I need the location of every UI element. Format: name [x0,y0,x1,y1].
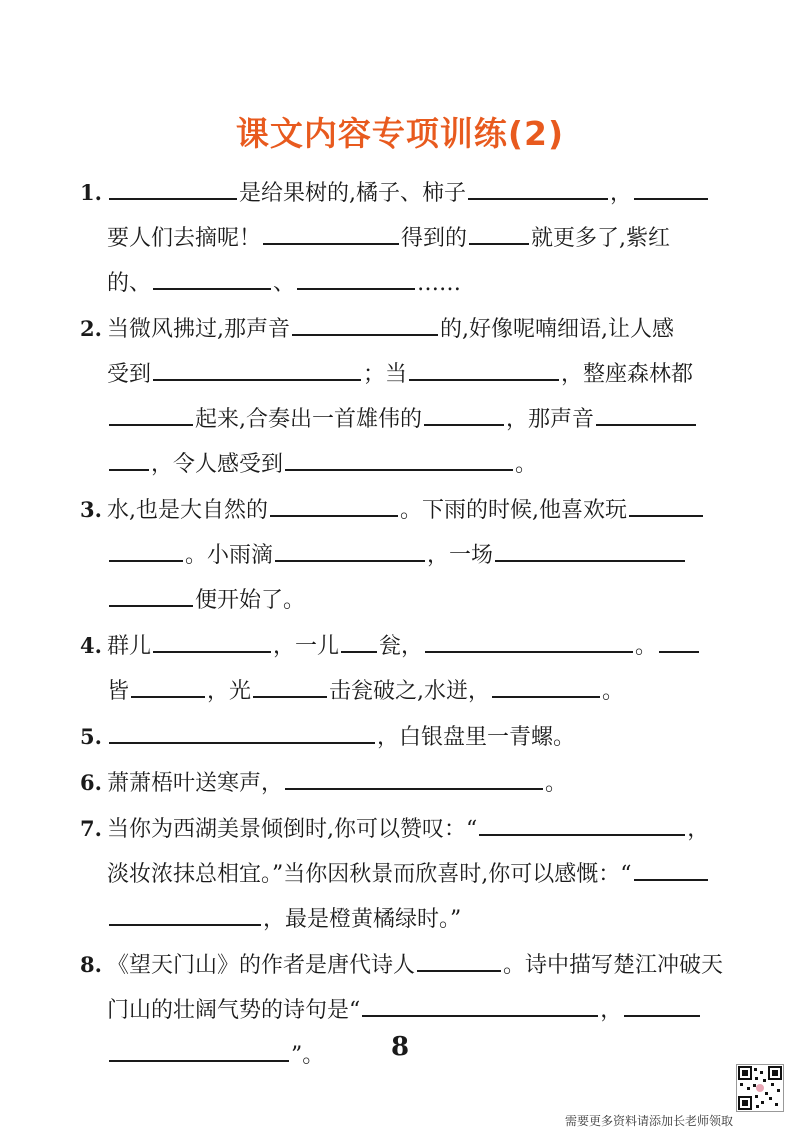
question-8: 8. 《望天门山》的作者是唐代诗人 。诗中描写楚江冲破天 门山的壮阔气势的诗句是“ ， ”。 [80,942,720,1078]
answer-blank[interactable] [109,897,261,926]
answer-blank[interactable] [424,397,504,426]
answer-blank[interactable] [492,669,600,698]
question-4: 4. 群儿 ，一儿 瓮， 。 皆 ，光 击瓮破之,水迸， 。 [80,623,720,714]
question-7: 7. 当你为西湖美景倾倒时,你可以赞叹：“ ， 淡妆浓抹总相宜。”当你因秋景而欣喜时,你可以感慨：“ ，最是橙黄橘绿时。” [80,806,720,942]
page-title: 课文内容专项训练(2) [235,114,565,153]
question-number: 7. [80,816,102,841]
question-number: 2. [80,316,102,341]
answer-blank[interactable] [253,669,327,698]
answer-blank[interactable] [468,171,608,200]
question-number: 6. [80,770,102,795]
answer-blank[interactable] [629,488,703,517]
answer-blank[interactable] [292,307,438,336]
answer-blank[interactable] [109,715,375,744]
answer-blank[interactable] [624,988,700,1017]
answer-blank[interactable] [270,488,398,517]
answer-blank[interactable] [417,943,501,972]
question-number: 1. [80,180,102,205]
answer-blank[interactable] [596,397,696,426]
page-number: 8 [390,1032,410,1062]
question-1: 1. 是给果树的,橘子、柿子 ， 要人们去摘呢！ 得到的 就更多了,紫红 的、 、 …… [80,170,720,306]
answer-blank[interactable] [634,852,708,881]
answer-blank[interactable] [153,261,271,290]
question-3: 3. 水,也是大自然的 。下雨的时候,他喜欢玩 。小雨滴 ，一场 便开始了。 [80,487,720,623]
answer-blank[interactable] [153,624,271,653]
answer-blank[interactable] [263,216,399,245]
answer-blank[interactable] [109,397,193,426]
answer-blank[interactable] [634,171,708,200]
answer-blank[interactable] [362,988,598,1017]
question-number: 5. [80,724,102,749]
question-number: 4. [80,633,102,658]
question-5: 5. ，白银盘里一青螺。 [80,714,720,760]
answer-blank[interactable] [109,171,237,200]
answer-blank[interactable] [153,352,361,381]
question-number: 3. [80,497,102,522]
answer-blank[interactable] [341,624,377,653]
answer-blank[interactable] [109,533,183,562]
answer-blank[interactable] [109,578,193,607]
answer-blank[interactable] [495,533,685,562]
answer-blank[interactable] [285,442,513,471]
answer-blank[interactable] [131,669,205,698]
answer-blank[interactable] [659,624,699,653]
exercise-list [80,170,724,1078]
answer-blank[interactable] [285,761,543,790]
answer-blank[interactable] [409,352,559,381]
question-number: 8. [80,952,102,977]
question-2: 2. 当微风拂过,那声音 的,好像呢喃细语,让人感 受到 ；当 ，整座森林都 起来,合奏出一首雄伟的 ，那声音 ，令人感受到 。 [80,306,720,487]
answer-blank[interactable] [109,442,149,471]
answer-blank[interactable] [297,261,415,290]
answer-blank[interactable] [275,533,425,562]
qr-code-icon [736,1064,784,1112]
answer-blank[interactable] [479,807,685,836]
question-6: 6. 萧萧梧叶送寒声， 。 [80,760,720,806]
footer-note: 需要更多资料请添加长老师领取 [565,1114,734,1128]
answer-blank[interactable] [469,216,529,245]
answer-blank[interactable] [425,624,633,653]
